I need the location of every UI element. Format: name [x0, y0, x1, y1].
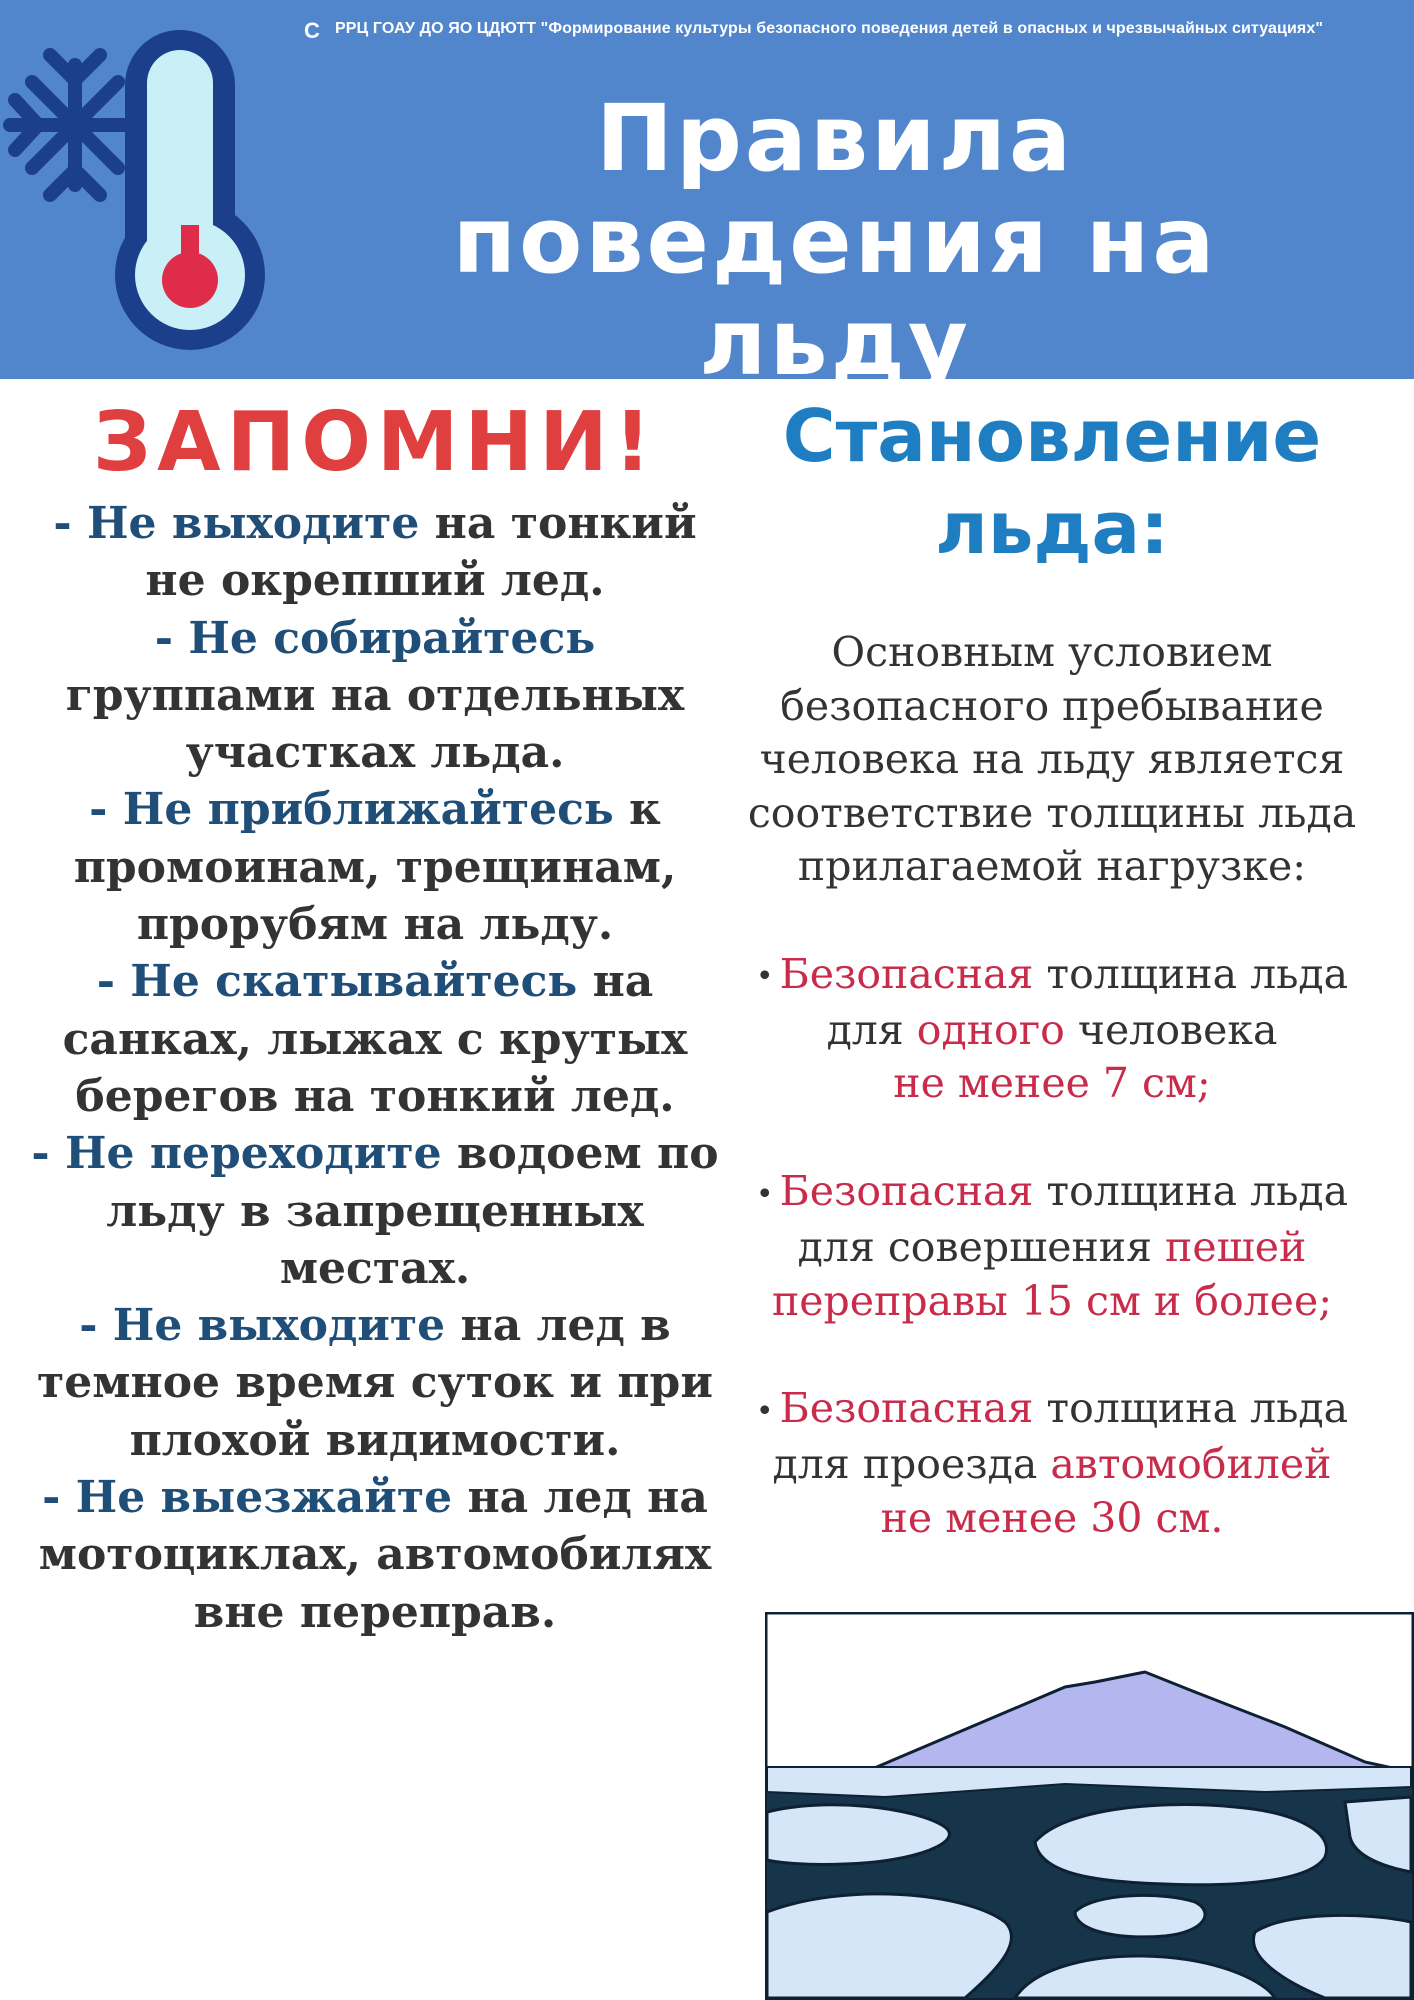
header-banner: [0, 0, 1414, 396]
thickness-bullet: [712, 948, 1392, 1111]
bullet-keyword: Безопасная: [779, 1166, 1034, 1215]
bullet-accent: автомобилей: [1050, 1440, 1332, 1489]
bullet-accent: одного: [916, 1005, 1065, 1054]
bullet-text: толщина льда для совершения: [797, 1166, 1349, 1271]
rule-highlight: - Не выходите: [53, 498, 420, 549]
bullet-text: человека: [1064, 1005, 1278, 1054]
title-line-1: Правила: [595, 85, 1075, 192]
ice-formation-column: [712, 390, 1392, 1545]
credit-text: РРЦ ГОАУ ДО ЯО ЦДЮТТ "Формирование культуры безопасного поведения детей в опасных и чрезвычайных ситуациях": [335, 20, 1324, 37]
rule-text: на лед в темное время суток и при плохой видимости.: [37, 1300, 713, 1466]
formation-heading-line-1: Становление: [782, 394, 1322, 478]
rule-text: на тонкий не окрепший лед.: [145, 498, 697, 607]
rule-item: [30, 1125, 720, 1297]
rule-highlight: - Не собирайтесь: [154, 612, 596, 664]
remember-column: [30, 395, 720, 1641]
thickness-bullet: [712, 1165, 1392, 1328]
title-line-2: поведения на льду: [452, 187, 1218, 396]
rule-text: на лед на мотоциклах, автомобилях вне переправ.: [38, 1472, 712, 1638]
rule-highlight: - Не выходите: [79, 1300, 446, 1352]
bullet-value: не менее 30 см.: [880, 1493, 1224, 1542]
bullet-dot-icon: •: [755, 959, 774, 995]
rule-item: [30, 1297, 720, 1469]
rule-highlight: - Не приближайтесь: [89, 784, 614, 836]
rule-highlight: - Не выезжайте: [42, 1472, 453, 1524]
rule-text: водоем по льду в запрещенных местах.: [106, 1128, 719, 1294]
rule-item: [30, 781, 720, 953]
remember-heading: ЗАПОМНИ!: [92, 395, 658, 490]
thickness-bullet: [712, 1382, 1392, 1545]
credit-mark: С: [304, 18, 320, 43]
snowflake-thermometer-icon: [0, 25, 290, 365]
rule-text: на санках, лыжах с крутых берегов на тонкий лед.: [62, 956, 688, 1122]
bullet-value: не менее 7 см;: [893, 1059, 1211, 1108]
bullet-text: толщина льда для: [826, 949, 1349, 1054]
formation-heading-line-2: льда:: [935, 486, 1169, 570]
bullet-text: толщина льда для проезда: [772, 1384, 1349, 1489]
page-title: [310, 85, 1360, 396]
rule-highlight: - Не скатывайтесь: [96, 956, 578, 1008]
rule-item: [30, 1469, 720, 1641]
bullet-keyword: Безопасная: [779, 1384, 1034, 1432]
formation-heading: [712, 390, 1392, 574]
rule-text: к промоинам, трещинам, прорубям на льду.: [73, 784, 677, 951]
rule-item: [30, 953, 720, 1125]
bullet-dot-icon: •: [755, 1393, 774, 1429]
rules-list: [30, 495, 720, 1641]
rule-highlight: - Не переходите: [31, 1128, 442, 1180]
bullet-accent: пешей переправы 15 см и более;: [771, 1223, 1333, 1325]
rule-text: группами на отдельных участках льда.: [65, 669, 685, 779]
bullet-keyword: Безопасная: [779, 949, 1034, 998]
ice-floes-illustration-icon: [765, 1612, 1414, 2000]
rule-item: [30, 495, 720, 610]
bullet-dot-icon: •: [755, 1176, 774, 1212]
formation-intro: Основным условием безопасного пребывание человека на льду является соответствие толщины льда прилагаемой нагрузке:: [747, 628, 1357, 890]
rule-item: [30, 610, 720, 782]
